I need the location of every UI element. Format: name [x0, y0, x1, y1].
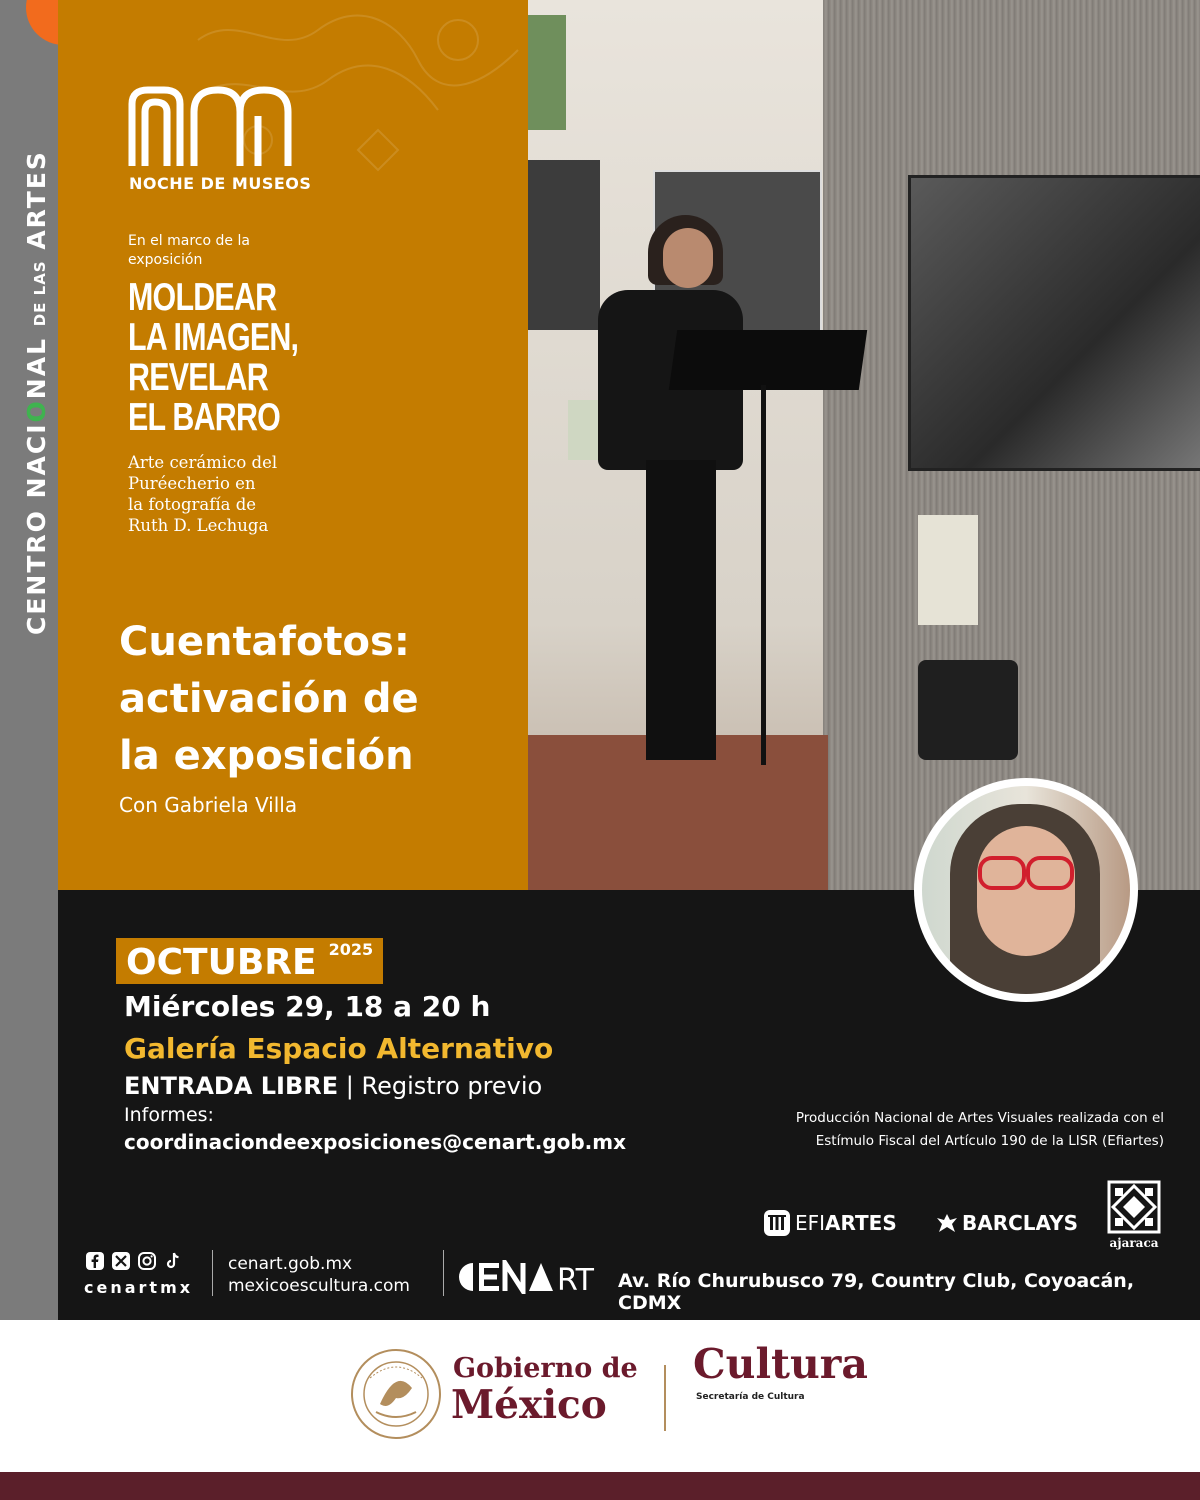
- mexico-seal-icon: [350, 1348, 442, 1440]
- registration-label: | Registro previo: [338, 1072, 543, 1100]
- tiktok-icon[interactable]: [162, 1250, 184, 1272]
- efiartes-light-text: EFI: [795, 1211, 826, 1235]
- gobierno-de-label: Gobierno de: [453, 1353, 638, 1384]
- bottom-bar: [0, 1472, 1200, 1500]
- social-handle[interactable]: cenartmx: [84, 1278, 194, 1297]
- gallery-photo: [528, 0, 1200, 890]
- address: Av. Río Churubusco 79, Country Club, Coyoacán, CDMX: [618, 1270, 1135, 1314]
- centro-nacional-artes-label: CENTRO NACIONAL DE LAS ARTES: [22, 150, 51, 635]
- event-title-line: Cuentafotos:: [119, 619, 410, 665]
- mexico-label: México: [451, 1382, 607, 1428]
- secretaria-cultura-label: Secretaría de Cultura: [696, 1392, 805, 1402]
- x-icon[interactable]: [110, 1250, 132, 1272]
- noche-de-museos-logo: [128, 84, 318, 174]
- barclays-text: BARCLAYS: [962, 1211, 1078, 1235]
- exhibition-subtitle-line: Ruth D. Lechuga: [128, 516, 269, 535]
- credit-line: Producción Nacional de Artes Visuales realizada con el: [795, 1110, 1164, 1126]
- month-label: OCTUBRE: [126, 942, 317, 983]
- exhibition-subtitle-line: Arte cerámico del: [128, 453, 278, 472]
- exhibition-title: [128, 278, 323, 438]
- barclays-eagle-icon: [935, 1212, 959, 1234]
- event-title: [119, 614, 519, 785]
- footer-divider: [212, 1250, 213, 1296]
- social-icons: [84, 1250, 184, 1272]
- exhibition-title-line: REVELAR: [128, 356, 268, 399]
- facebook-icon[interactable]: [84, 1250, 106, 1272]
- exhibition-title-line: LA IMAGEN,: [128, 316, 299, 359]
- exhibition-frame-text: En el marco de la exposición: [128, 233, 250, 268]
- efiartes-icon: [763, 1209, 791, 1237]
- website-link-mexicoescultura[interactable]: mexicoescultura.com: [228, 1276, 410, 1296]
- event-host: Con Gabriela Villa: [119, 793, 298, 817]
- exhibition-subtitle-line: Puréecherio en: [128, 474, 256, 493]
- exhibition-title-line: MOLDEAR: [128, 276, 277, 319]
- exhibition-subtitle-line: la fotografía de: [128, 495, 257, 514]
- ajaraca-logo: [1106, 1180, 1162, 1250]
- info-email-link[interactable]: coordinaciondeexposiciones@cenart.gob.mx: [124, 1130, 627, 1154]
- year-label: 2025: [328, 940, 374, 959]
- event-venue: Galería Espacio Alternativo: [124, 1032, 554, 1065]
- svg-text:RT: RT: [557, 1263, 594, 1294]
- instagram-icon[interactable]: [136, 1250, 158, 1272]
- host-portrait-photo: [914, 778, 1138, 1002]
- credit-line: Estímulo Fiscal del Artículo 190 de la LISR (Efiartes): [815, 1133, 1164, 1149]
- ajaraca-text: ajaraca: [1109, 1236, 1159, 1250]
- efiartes-logo: [763, 1209, 897, 1237]
- cenart-logo: [457, 1260, 603, 1298]
- month-badge: [116, 938, 383, 984]
- production-credit: [700, 1107, 1164, 1153]
- ajaraca-icon: [1107, 1180, 1161, 1234]
- government-divider: [664, 1365, 666, 1431]
- noche-de-museos-caption: NOCHE DE MUSEOS: [129, 174, 312, 193]
- efiartes-bold-text: ARTES: [825, 1211, 897, 1235]
- website-link-cenart[interactable]: cenart.gob.mx: [228, 1254, 353, 1274]
- event-title-line: la exposición: [119, 733, 414, 779]
- footer-divider: [443, 1250, 444, 1296]
- entry-info: [124, 1072, 542, 1100]
- exhibition-subtitle: [128, 452, 328, 536]
- event-title-line: activación de: [119, 676, 419, 722]
- entry-free-label: ENTRADA LIBRE: [124, 1072, 339, 1100]
- cultura-label: Cultura: [693, 1340, 868, 1388]
- info-label: Informes:: [124, 1104, 214, 1126]
- event-date: Miércoles 29, 18 a 20 h: [124, 990, 491, 1023]
- exhibition-title-line: EL BARRO: [128, 396, 281, 439]
- barclays-logo: [935, 1211, 1078, 1235]
